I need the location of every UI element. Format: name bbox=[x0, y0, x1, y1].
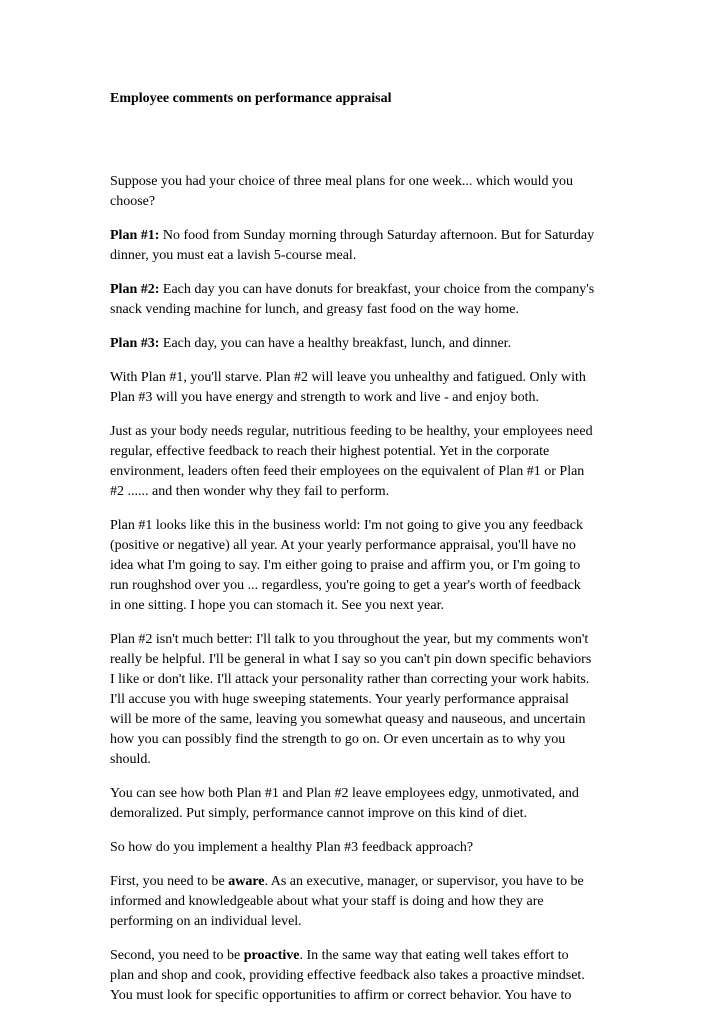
text-line: regular, effective feedback to reach their highest potential. Yet in the corporate bbox=[110, 444, 550, 459]
text-line: run roughshod over you ... regardless, you're going to get a year's worth of feedback bbox=[110, 578, 581, 593]
paragraph-plan-1-business bbox=[110, 516, 630, 616]
text-line: You can see how both Plan #1 and Plan #2 leave employees edgy, unmotivated, and bbox=[110, 786, 579, 801]
text-run: Each day, you can have a healthy breakfast, lunch, and dinner. bbox=[159, 336, 512, 351]
text-line: Suppose you had your choice of three meal plans for one week... which would you bbox=[110, 174, 574, 189]
paragraph-plan-1 bbox=[110, 226, 630, 266]
text-run: No food from Sunday morning through Saturday afternoon. But for Saturday bbox=[159, 228, 595, 243]
text-line: how you can possibly find the strength to go on. Or even uncertain as to why you bbox=[110, 732, 566, 747]
text-line: will be more of the same, leaving you somewhat queasy and nauseous, and uncertain bbox=[110, 712, 586, 727]
paragraph-first-aware bbox=[110, 872, 630, 932]
text-line: Plan #2 isn't much better: I'll talk to you throughout the year, but my comments won't bbox=[110, 632, 589, 647]
text-line: should. bbox=[110, 752, 151, 767]
text-line bbox=[110, 226, 630, 246]
paragraph-plan-comparison bbox=[110, 368, 630, 408]
text-run: . In the same way that eating well takes effort to bbox=[299, 948, 569, 963]
keyword-proactive: proactive bbox=[243, 948, 300, 963]
text-line bbox=[110, 334, 630, 354]
plan-label: Plan #3: bbox=[110, 336, 160, 351]
document-body bbox=[110, 172, 630, 1020]
paragraph-intro bbox=[110, 172, 630, 212]
paragraph-second-proactive bbox=[110, 946, 630, 1006]
text-line: You must look for specific opportunities to affirm or correct behavior. You have to bbox=[110, 988, 572, 1003]
document-title: Employee comments on performance appraisal bbox=[110, 91, 392, 106]
text-line: So how do you implement a healthy Plan #3 feedback approach? bbox=[110, 840, 474, 855]
text-line: in one sitting. I hope you can stomach it. See you next year. bbox=[110, 598, 444, 613]
text-line: environment, leaders often feed their employees on the equivalent of Plan #1 or Plan bbox=[110, 464, 585, 479]
text-line: dinner, you must eat a lavish 5-course meal. bbox=[110, 248, 357, 263]
text-line: informed and knowledgeable about what your staff is doing and how they are bbox=[110, 894, 544, 909]
plan-label: Plan #1: bbox=[110, 228, 160, 243]
text-run: Second, you need to be bbox=[110, 948, 244, 963]
text-line: Plan #1 looks like this in the business world: I'm not going to give you any feedback bbox=[110, 518, 584, 533]
text-line: I like or don't like. I'll attack your personality rather than correcting your work habits. bbox=[110, 672, 590, 687]
text-line: With Plan #1, you'll starve. Plan #2 will leave you unhealthy and fatigued. Only with bbox=[110, 370, 586, 385]
text-line: choose? bbox=[110, 194, 156, 209]
text-line: Just as your body needs regular, nutritious feeding to be healthy, your employees need bbox=[110, 424, 593, 439]
text-line: Plan #3 will you have energy and strength to work and live - and enjoy both. bbox=[110, 390, 539, 405]
text-line: #2 ...... and then wonder why they fail to perform. bbox=[110, 484, 390, 499]
text-line: I'll accuse you with huge sweeping statements. Your yearly performance appraisal bbox=[110, 692, 569, 707]
text-line: really be helpful. I'll be general in what I say so you can't pin down specific behaviors bbox=[110, 652, 592, 667]
plan-label: Plan #2: bbox=[110, 282, 160, 297]
text-run: Each day you can have donuts for breakfast, your choice from the company's bbox=[159, 282, 595, 297]
text-line: (positive or negative) all year. At your yearly performance appraisal, you'll have no bbox=[110, 538, 576, 553]
paragraph-plan-2 bbox=[110, 280, 630, 320]
text-line: performing on an individual level. bbox=[110, 914, 302, 929]
paragraph-question bbox=[110, 838, 630, 858]
keyword-aware: aware bbox=[228, 874, 265, 889]
text-run: . As an executive, manager, or supervisor, you have to be bbox=[264, 874, 584, 889]
paragraph-feedback-analogy bbox=[110, 422, 630, 502]
text-line: idea what I'm going to say. I'm either going to praise and affirm you, or I'm going to bbox=[110, 558, 581, 573]
paragraph-plan-3 bbox=[110, 334, 630, 354]
paragraph-demoralized bbox=[110, 784, 630, 824]
text-line: demoralized. Put simply, performance cannot improve on this kind of diet. bbox=[110, 806, 528, 821]
text-line bbox=[110, 280, 630, 300]
text-line bbox=[110, 872, 630, 892]
text-line: plan and shop and cook, providing effective feedback also takes a proactive mindset. bbox=[110, 968, 585, 983]
paragraph-plan-2-business bbox=[110, 630, 630, 770]
text-line: snack vending machine for lunch, and greasy fast food on the way home. bbox=[110, 302, 519, 317]
text-run: First, you need to be bbox=[110, 874, 229, 889]
text-line bbox=[110, 946, 630, 966]
